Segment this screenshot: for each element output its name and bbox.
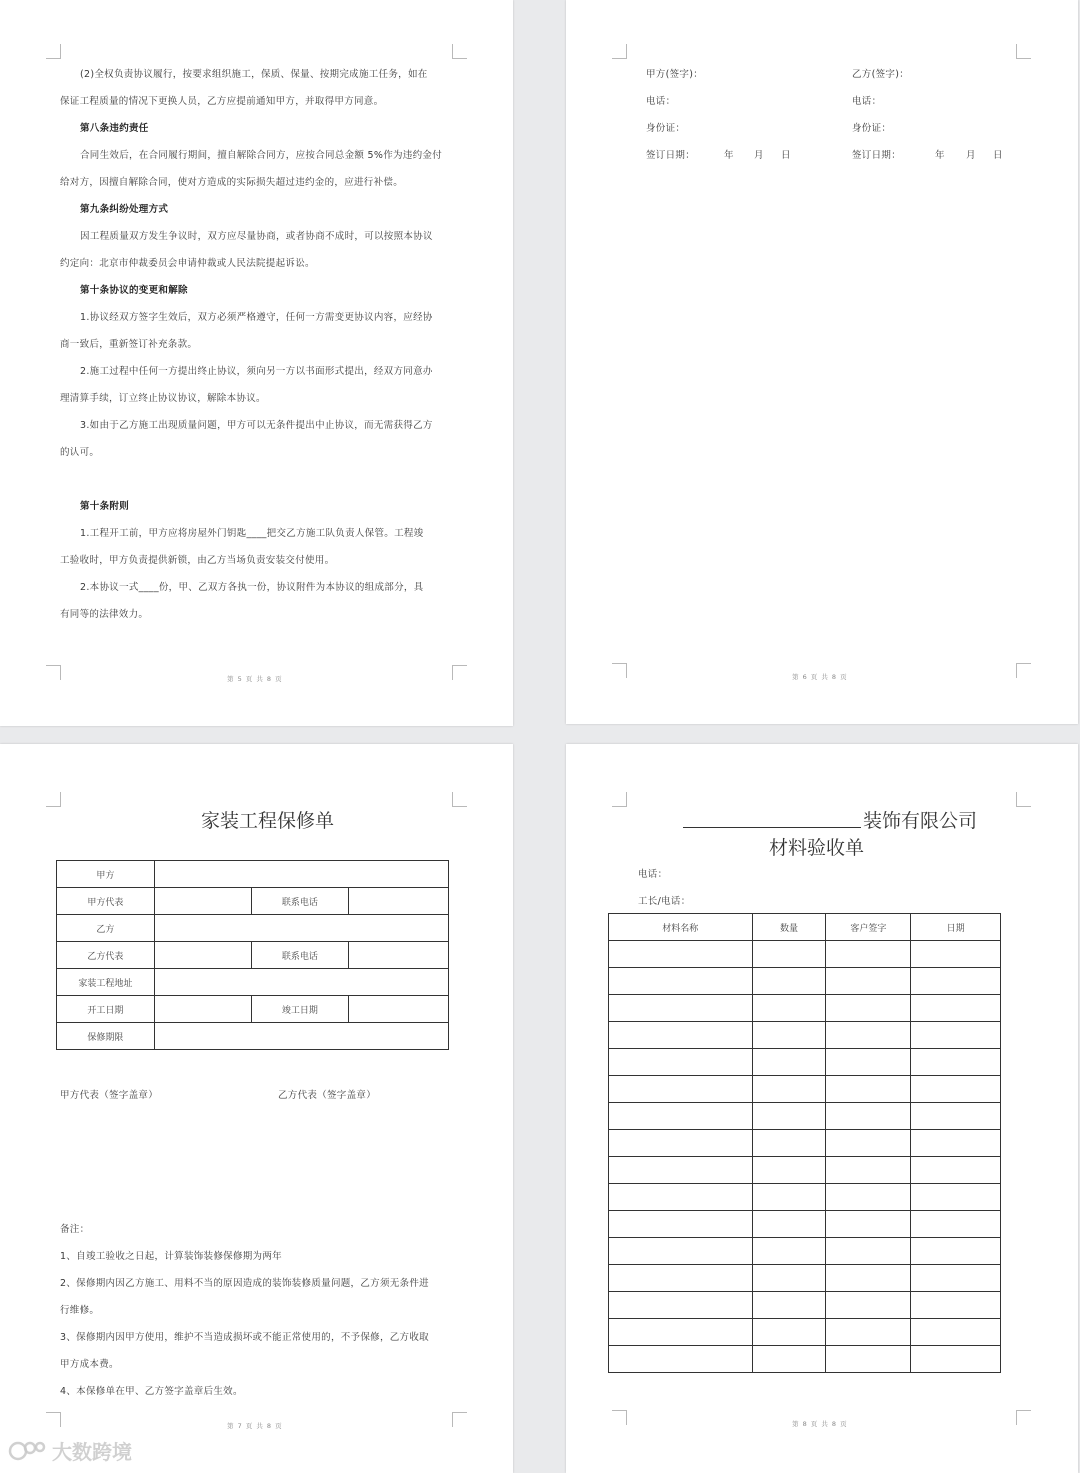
- party-b-id-label: 身份证：: [852, 123, 892, 134]
- table-row: [609, 1049, 1001, 1076]
- note-line: 1、自竣工验收之日起，计算装饰装修保修期为两年: [60, 1251, 282, 1262]
- margin-mark: [46, 665, 61, 680]
- table-cell[interactable]: [609, 1130, 753, 1157]
- margin-mark: [612, 1410, 627, 1425]
- table-row: [609, 1265, 1001, 1292]
- table-cell[interactable]: [911, 1049, 1001, 1076]
- phone-label: 电话：: [638, 869, 668, 880]
- party-b-label: 乙方: [57, 915, 155, 942]
- margin-mark: [452, 792, 467, 807]
- table-cell[interactable]: [826, 941, 911, 968]
- margin-mark: [46, 44, 61, 59]
- company-suffix: 装饰有限公司: [863, 810, 978, 832]
- margin-mark: [452, 1412, 467, 1427]
- table-cell[interactable]: [826, 1049, 911, 1076]
- section-heading: 第十条附则: [80, 501, 130, 512]
- page-5: [0, 0, 513, 726]
- page-title: 家装工程保修单: [201, 810, 335, 832]
- table-cell[interactable]: [911, 1157, 1001, 1184]
- table-cell[interactable]: [911, 1211, 1001, 1238]
- paragraph-line: 因工程质量双方发生争议时，双方应尽量协商，或者协商不成时，可以按照本协议: [80, 231, 433, 242]
- table-cell[interactable]: [911, 1265, 1001, 1292]
- table-cell[interactable]: [752, 1103, 826, 1130]
- party-a-rep-label: 甲方代表: [57, 888, 155, 915]
- paragraph-line: 1.工程开工前，甲方应将房屋外门钥匙____把交乙方施工队负责人保管。工程竣: [80, 528, 424, 539]
- table-cell[interactable]: [752, 1157, 826, 1184]
- table-cell[interactable]: [752, 1292, 826, 1319]
- page-6: [566, 0, 1078, 724]
- page-7: [0, 744, 513, 1473]
- table-cell[interactable]: [752, 1319, 826, 1346]
- table-cell[interactable]: [911, 1346, 1001, 1373]
- margin-mark: [1016, 663, 1031, 678]
- table-cell[interactable]: [911, 1076, 1001, 1103]
- table-cell[interactable]: [826, 968, 911, 995]
- table-cell[interactable]: [826, 1238, 911, 1265]
- note-line: 4、本保修单在甲、乙方签字盖章后生效。: [60, 1386, 243, 1397]
- margin-mark: [452, 665, 467, 680]
- party-b-year: 年: [935, 150, 945, 161]
- party-a-signature-label: 甲方代表（签字盖章）: [60, 1090, 159, 1101]
- finish-date-label: 竣工日期: [251, 996, 349, 1023]
- margin-mark: [452, 44, 467, 59]
- start-date-value-cell[interactable]: [154, 996, 251, 1023]
- table-cell[interactable]: [826, 1022, 911, 1049]
- paragraph-line: 的认可。: [60, 447, 100, 458]
- party-b-signature-label: 乙方代表（签字盖章）: [278, 1090, 377, 1101]
- table-row: [609, 1292, 1001, 1319]
- table-row: [609, 1319, 1001, 1346]
- party-a-year: 年: [724, 150, 734, 161]
- table-cell[interactable]: [911, 995, 1001, 1022]
- note-line: 2、保修期内因乙方施工、用料不当的原因造成的装饰装修质量问题，乙方须无条件进: [60, 1278, 429, 1289]
- start-date-label: 开工日期: [57, 996, 155, 1023]
- table-cell[interactable]: [609, 1022, 753, 1049]
- table-row: [609, 1238, 1001, 1265]
- table-row: [609, 1076, 1001, 1103]
- warranty-form-table: [56, 860, 449, 1050]
- table-cell[interactable]: [826, 1076, 911, 1103]
- section-heading: 第九条纠纷处理方式: [80, 204, 169, 215]
- note-line: 甲方成本费。: [60, 1359, 119, 1370]
- table-cell[interactable]: [752, 941, 826, 968]
- party-a-rep-value-cell[interactable]: [154, 888, 251, 915]
- table-row: [609, 1130, 1001, 1157]
- table-cell[interactable]: [609, 941, 753, 968]
- note-line: 3、保修期内因甲方使用，维护不当造成损坏或不能正常使用的，不予保修，乙方收取: [60, 1332, 429, 1343]
- table-cell[interactable]: [609, 1292, 753, 1319]
- party-b-sign-label: 乙方(签字)：: [852, 69, 910, 80]
- table-header-row: [609, 914, 1001, 941]
- section-heading: 第八条违约责任: [80, 123, 149, 134]
- party-b-rep-label: 乙方代表: [57, 942, 155, 969]
- paragraph-line: (2)全权负责协议履行，按要求组织施工，保质、保量、按期完成施工任务，如在: [80, 69, 428, 80]
- table-cell[interactable]: [752, 1346, 826, 1373]
- margin-mark: [46, 792, 61, 807]
- warranty-period-label: 保修期限: [57, 1023, 155, 1050]
- table-cell[interactable]: [826, 995, 911, 1022]
- table-row: [609, 1346, 1001, 1373]
- table-cell[interactable]: [752, 1184, 826, 1211]
- paragraph-line: 保证工程质量的情况下更换人员，乙方应提前通知甲方，并取得甲方同意。: [60, 96, 384, 107]
- paragraph-line: 1.协议经双方签字生效后，双方必须严格遵守，任何一方需变更协议内容，应经协: [80, 312, 433, 323]
- table-row: [57, 888, 449, 915]
- table-row: [609, 1184, 1001, 1211]
- page-title: 材料验收单: [769, 837, 865, 859]
- address-value-cell[interactable]: [154, 969, 448, 996]
- paragraph-line: 工验收时，甲方负责提供新锁，由乙方当场负责安装交付使用。: [60, 555, 335, 566]
- table-cell[interactable]: [911, 1184, 1001, 1211]
- paragraph-line: 3.如由于乙方施工出现质量问题，甲方可以无条件提出中止协议，而无需获得乙方: [80, 420, 433, 431]
- table-row: [57, 915, 449, 942]
- margin-mark: [612, 792, 627, 807]
- paragraph-line: 约定向：北京市仲裁委员会申请仲裁或人民法院提起诉讼。: [60, 258, 315, 269]
- party-b-value-cell[interactable]: [154, 915, 448, 942]
- page-footer: 第 6 页 共 8 页: [792, 673, 848, 681]
- margin-mark: [46, 1412, 61, 1427]
- table-row: [57, 969, 449, 996]
- table-cell[interactable]: [609, 995, 753, 1022]
- paragraph-line: 2.施工过程中任何一方提出终止协议，须向另一方以书面形式提出，经双方同意办: [80, 366, 433, 377]
- table-cell[interactable]: [911, 1022, 1001, 1049]
- table-cell[interactable]: [826, 1103, 911, 1130]
- paragraph-line: 给对方，因擅自解除合同，使对方造成的实际损失超过违约金的，应进行补偿。: [60, 177, 404, 188]
- party-a-day: 日: [781, 150, 791, 161]
- table-cell[interactable]: [609, 1238, 753, 1265]
- address-label: 家装工程地址: [57, 969, 155, 996]
- table-cell[interactable]: [752, 1076, 826, 1103]
- paragraph-line: 商一致后，重新签订补充条款。: [60, 339, 198, 350]
- margin-mark: [612, 663, 627, 678]
- table-cell[interactable]: [826, 1346, 911, 1373]
- table-cell[interactable]: [911, 941, 1001, 968]
- party-b-day: 日: [993, 150, 1003, 161]
- column-header: 材料名称: [609, 914, 753, 941]
- table-row: [609, 1103, 1001, 1130]
- notes-title: 备注：: [60, 1224, 90, 1235]
- table-row: [609, 1211, 1001, 1238]
- table-cell[interactable]: [609, 1265, 753, 1292]
- table-cell[interactable]: [752, 1211, 826, 1238]
- table-cell[interactable]: [752, 1130, 826, 1157]
- table-cell[interactable]: [826, 1157, 911, 1184]
- table-cell[interactable]: [826, 1184, 911, 1211]
- watermark-text: 大数跨境: [52, 1440, 132, 1464]
- table-row: [609, 941, 1001, 968]
- party-a-month: 月: [754, 150, 764, 161]
- table-cell[interactable]: [826, 1265, 911, 1292]
- page-footer: 第 5 页 共 8 页: [227, 675, 283, 683]
- table-cell[interactable]: [609, 1319, 753, 1346]
- table-cell[interactable]: [911, 968, 1001, 995]
- table-cell[interactable]: [609, 968, 753, 995]
- paragraph-line: 合同生效后，在合同履行期间，擅自解除合同方，应按合同总金额 5%作为违约金付: [80, 150, 442, 161]
- table-row: [609, 995, 1001, 1022]
- note-line: 行维修。: [60, 1305, 100, 1316]
- party-a-label: 甲方: [57, 861, 155, 888]
- paragraph-line: 理清算手续，订立终止协议协议，解除本协议。: [60, 393, 266, 404]
- column-header: 客户签字: [826, 914, 911, 941]
- party-b-phone-value-cell[interactable]: [349, 942, 449, 969]
- page-footer: 第 7 页 共 8 页: [227, 1422, 283, 1430]
- table-cell[interactable]: [911, 1238, 1001, 1265]
- column-header: 数量: [752, 914, 826, 941]
- table-cell[interactable]: [752, 1022, 826, 1049]
- table-row: [57, 942, 449, 969]
- table-cell[interactable]: [609, 1211, 753, 1238]
- material-acceptance-table: [608, 913, 1001, 1373]
- table-row: [609, 1157, 1001, 1184]
- table-row: [57, 861, 449, 888]
- margin-mark: [612, 44, 627, 59]
- party-b-month: 月: [966, 150, 976, 161]
- table-cell[interactable]: [609, 1184, 753, 1211]
- table-cell[interactable]: [752, 1049, 826, 1076]
- party-b-phone-label: 电话：: [852, 96, 882, 107]
- watermark: [8, 1436, 132, 1465]
- table-row: [57, 1023, 449, 1050]
- party-a-phone-label: 电话：: [646, 96, 676, 107]
- table-cell[interactable]: [826, 1319, 911, 1346]
- table-cell[interactable]: [609, 1103, 753, 1130]
- table-row: [609, 1022, 1001, 1049]
- margin-mark: [1016, 1410, 1031, 1425]
- watermark-logo-icon: [8, 1439, 48, 1463]
- company-name-blank[interactable]: [683, 827, 861, 828]
- party-b-date-label: 签订日期：: [852, 150, 902, 161]
- table-cell[interactable]: [752, 1238, 826, 1265]
- table-cell[interactable]: [609, 1157, 753, 1184]
- table-cell[interactable]: [752, 1265, 826, 1292]
- party-a-phone-label: 联系电话: [251, 888, 349, 915]
- table-cell[interactable]: [826, 1130, 911, 1157]
- table-row: [57, 996, 449, 1023]
- section-heading: 第十条协议的变更和解除: [80, 285, 188, 296]
- page-footer: 第 8 页 共 8 页: [792, 1420, 848, 1428]
- paragraph-line: 2.本协议一式____份，甲、乙双方各执一份，协议附件为本协议的组成部分，具: [80, 582, 424, 593]
- party-a-id-label: 身份证：: [646, 123, 686, 134]
- page-8: [566, 744, 1078, 1473]
- table-cell[interactable]: [609, 1076, 753, 1103]
- table-cell[interactable]: [609, 1049, 753, 1076]
- table-cell[interactable]: [911, 1319, 1001, 1346]
- table-cell[interactable]: [752, 995, 826, 1022]
- party-b-rep-value-cell[interactable]: [154, 942, 251, 969]
- table-cell[interactable]: [911, 1130, 1001, 1157]
- paragraph-line: 有同等的法律效力。: [60, 609, 149, 620]
- margin-mark: [1016, 44, 1031, 59]
- party-a-value-cell[interactable]: [154, 861, 448, 888]
- finish-date-value-cell[interactable]: [349, 996, 449, 1023]
- column-header: 日期: [911, 914, 1001, 941]
- party-a-phone-value-cell[interactable]: [349, 888, 449, 915]
- table-cell[interactable]: [911, 1292, 1001, 1319]
- table-cell[interactable]: [826, 1211, 911, 1238]
- margin-mark: [1016, 792, 1031, 807]
- foreman-label: 工长/电话：: [638, 896, 691, 907]
- party-a-date-label: 签订日期：: [646, 150, 696, 161]
- table-cell[interactable]: [911, 1103, 1001, 1130]
- party-b-phone-label: 联系电话: [251, 942, 349, 969]
- table-cell[interactable]: [752, 968, 826, 995]
- table-row: [609, 968, 1001, 995]
- table-cell[interactable]: [826, 1292, 911, 1319]
- table-cell[interactable]: [609, 1346, 753, 1373]
- warranty-period-value-cell[interactable]: [154, 1023, 448, 1050]
- party-a-sign-label: 甲方(签字)：: [646, 69, 704, 80]
